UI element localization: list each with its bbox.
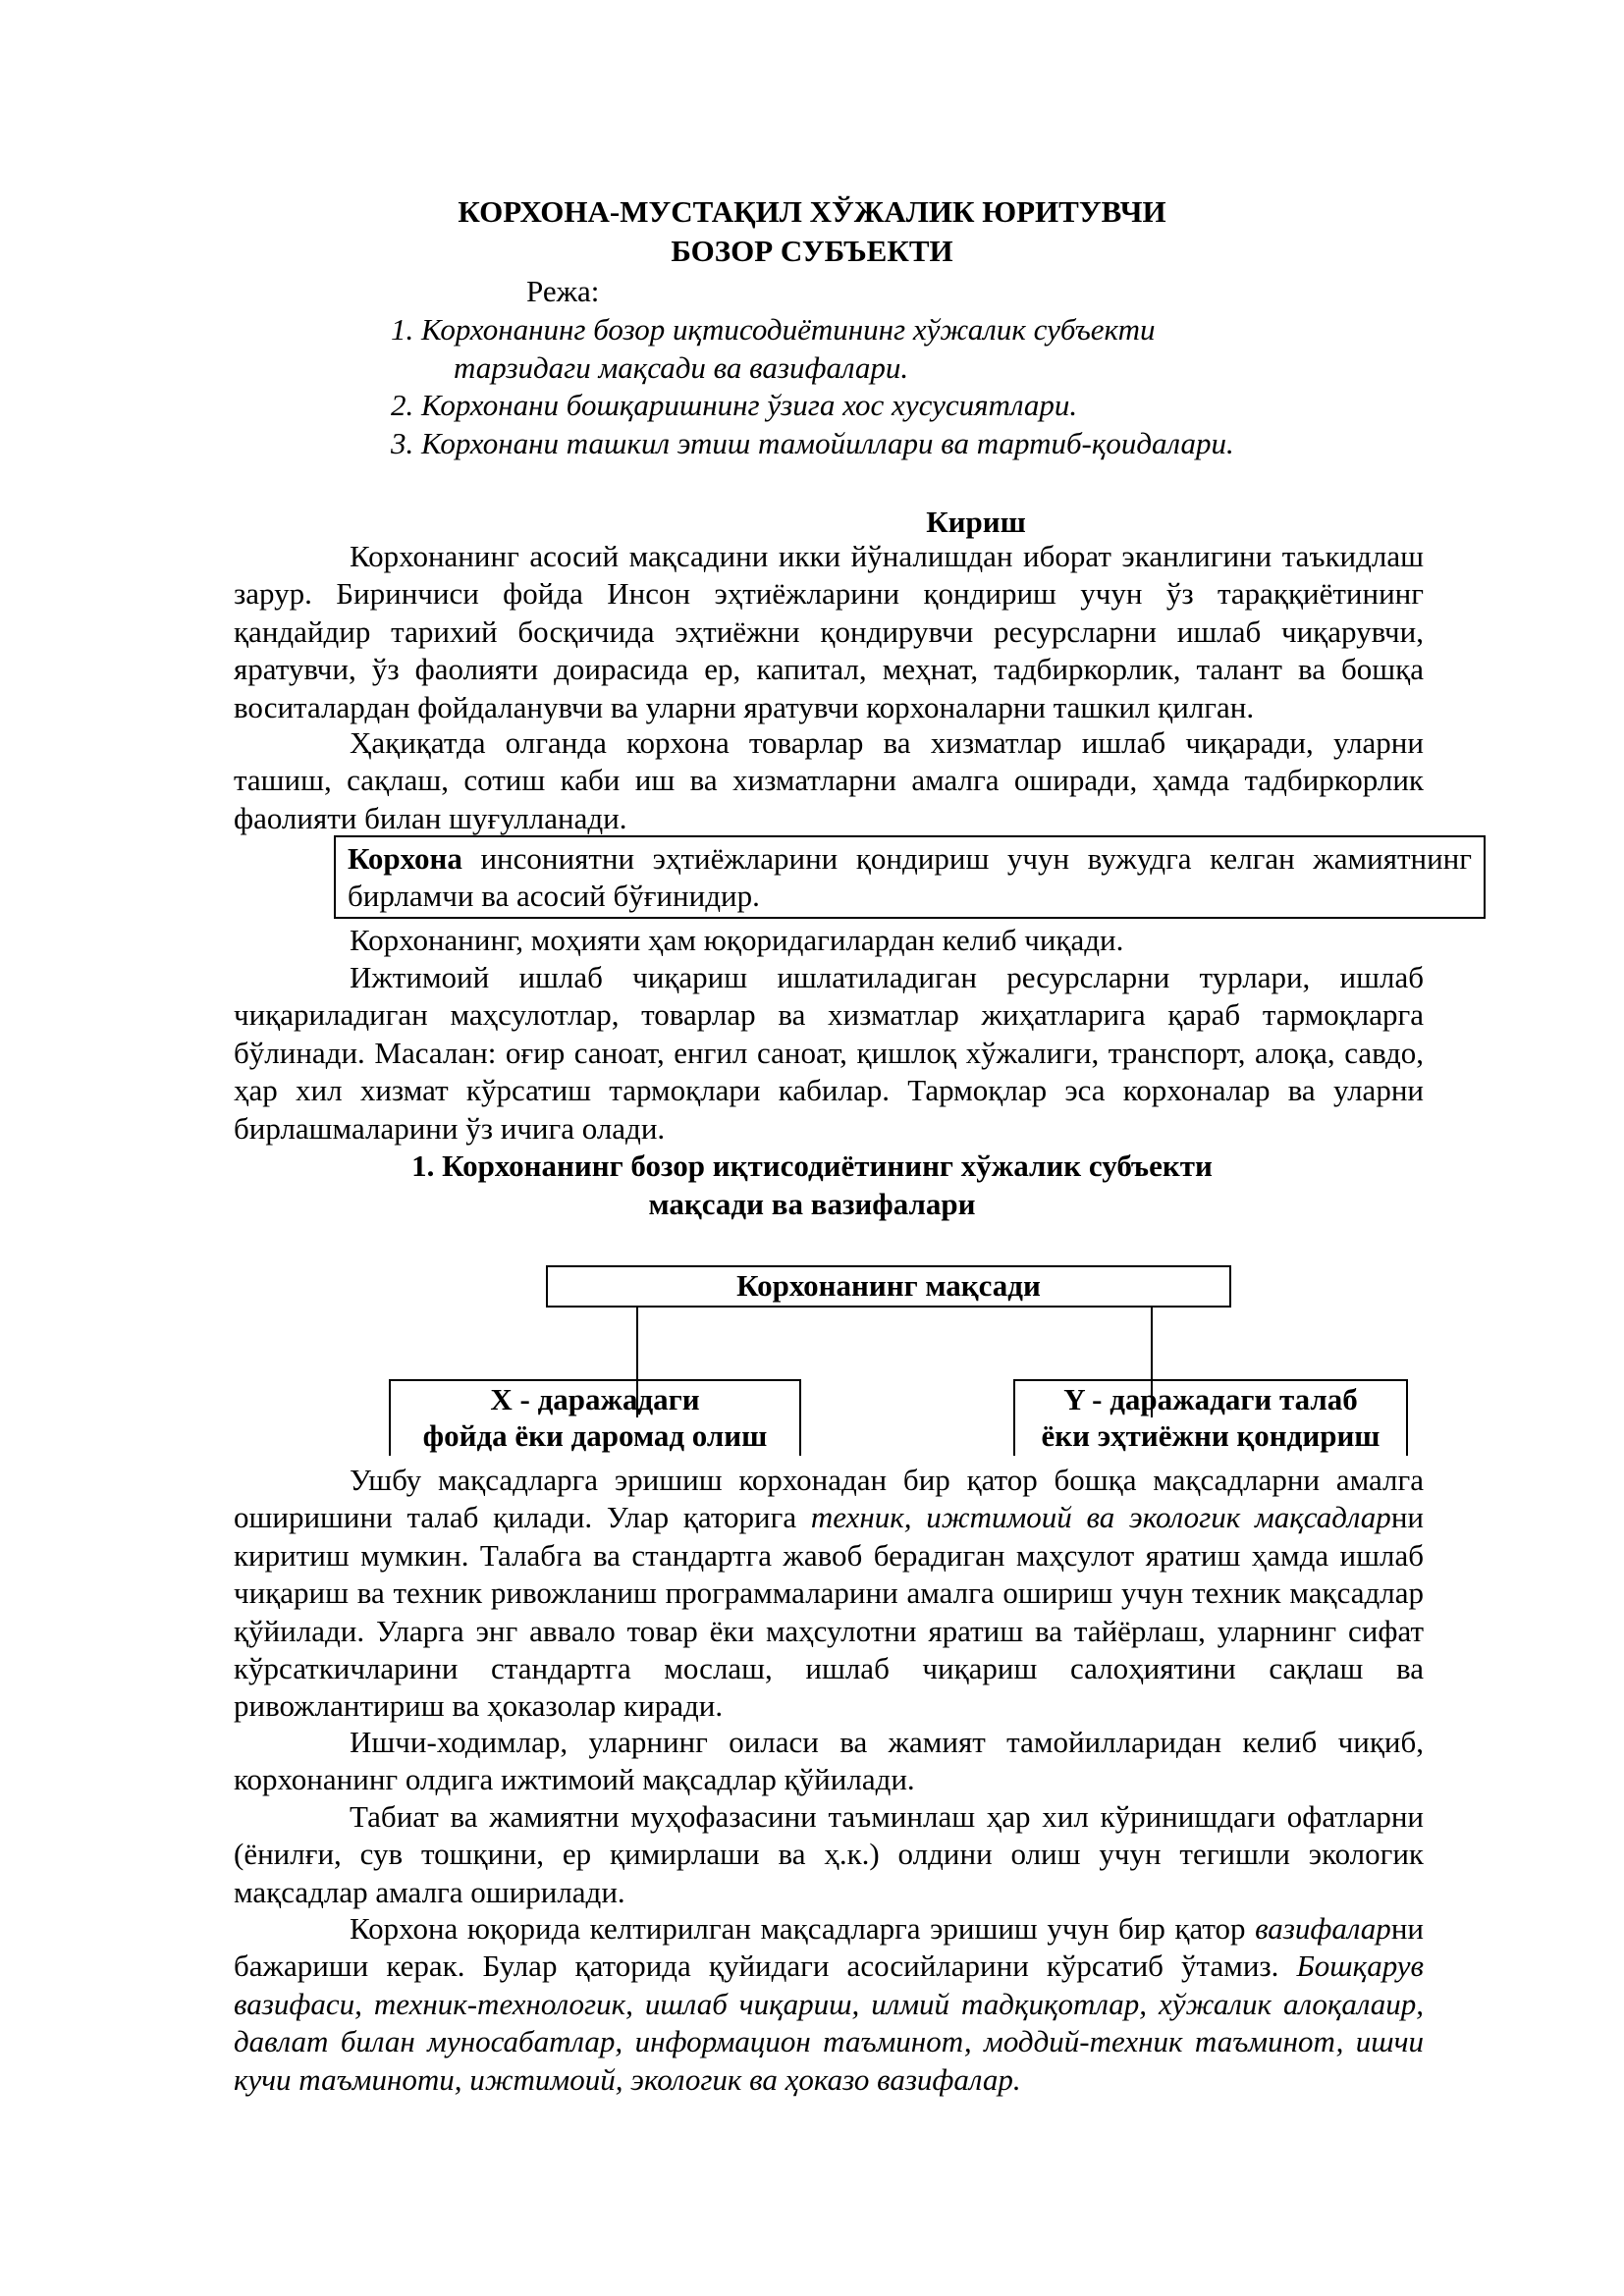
body-paragraph-8-italic-1: вазифалар	[1255, 1911, 1391, 1946]
diagram-box-y-line1: Y - даражадаги талаб	[1063, 1382, 1358, 1416]
plan-item-1: 1. Корхонанинг бозор иқтисодиётининг хўжалик субъекти	[391, 312, 1156, 347]
document-title-line2: БОЗОР СУБЪЕКТИ	[671, 234, 953, 268]
plan-item-2: 2. Корхонани бошқаришнинг ўзига хос хусусиятлари.	[391, 388, 1078, 422]
document-title-line1: КОРХОНА-МУСТАҚИЛ ХЎЖАЛИК ЮРИТУВЧИ	[458, 194, 1166, 229]
body-paragraph-5-a: Ушбу мақсадларга эришиш корхонадан бир қатор бошқа мақсадларни амалга оширишини талаб қилади. Улар қаторига	[234, 1463, 1424, 1535]
intro-paragraph-2: Ҳақиқатда олганда корхона товарлар ва хизматлар ишлаб чиқаради, уларни ташиш, сақлаш, сотиш каби иш ва хизматларни амалга оширади, ҳамда тадбиркорлик фаолияти билан шуғулланади.	[234, 725, 1424, 835]
section-1-heading-line2: мақсади ва вазифалари	[648, 1187, 976, 1221]
plan-item-1-cont: тарзидаги мақсади ва вазифалари.	[454, 350, 909, 385]
diagram-box-x	[389, 1379, 801, 1456]
body-paragraph-8-a: Корхона юқорида келтирилган мақсадларга эришиш учун бир қатор	[350, 1911, 1256, 1946]
diagram-box-x-line1: X - даражадаги	[490, 1382, 700, 1416]
body-paragraph-5-b: ни киритиш мумкин. Талабга ва стандартга жавоб берадиган маҳсулот яратиш ҳамда ишлаб чиқариш ва техник ривожланиш программаларини амалга ошириш учун техник мақсадлар қўйилади. Уларга энг аввало товар ёки маҳсулотни яратиш ва тайёрлаш, уларнинг сифат кўрсаткичларини стандартга мослаш, ишлаб чиқариш салоҳиятини сақлаш ва ривожлантириш ва ҳоказолар киради.	[234, 1500, 1424, 1724]
body-paragraph-8-b: ни бажариши керак. Булар қаторида қуйидаги асосийларини кўрсатиб ўтамиз.	[234, 1911, 1424, 1984]
definition-term: Корхона	[348, 841, 462, 876]
intro-paragraph-1: Корхонанинг асосий мақсадини икки йўналишдан иборат эканлигини таъкидлаш зарур. Биринчиси фойда Инсон эҳтиёжларини қондириш учун ўз тараққиётининг қандайдир тарихий босқичида эҳтиёжни қондирувчи ресурсларни ишлаб чиқарувчи, яратувчи, ўз фаолияти доирасида ер, капитал, меҳнат, тадбиркорлик, талант ва бошқа воситалардан фойдаланувчи ва уларни яратувчи корхоналарни ташкил қилган.	[234, 539, 1424, 724]
diagram-box-y-line2: ёки эҳтиёжни қондириш	[1041, 1418, 1380, 1453]
intro-paragraph-4: Ижтимоий ишлаб чиқариш ишлатиладиган ресурсларни турлари, ишлаб чиқариладиган маҳсулотлар, товарлар ва хизматлар жиҳатларига қараб тармоқларга бўлинади. Масалан: оғир саноат, енгил саноат, қишлоқ хўжалиги, транспорт, алоқа, савдо, ҳар хил хизмат кўрсатиш тармоқлари кабилар. Тармоқлар эса корхоналар ва уларни бирлашмаларини ўз ичига олади.	[234, 960, 1424, 1146]
body-paragraph-6: Ишчи-ходимлар, уларнинг оиласи ва жамият тамойилларидан келиб чиқиб, корхонанинг олдига ижтимоий мақсадлар қўйилади.	[234, 1725, 1424, 1797]
definition-text: инсониятни эҳтиёжларини қондириш учун вужудга келган жамиятнинг бирламчи ва асосий бўғинидир.	[348, 841, 1472, 913]
body-paragraph-5-italic: техник, ижтимоий ва экологик мақсадлар	[810, 1500, 1391, 1535]
body-paragraph-7: Табиат ва жамиятни муҳофазасини таъминлаш ҳар хил кўринишдаги офатларни (ёнилғи, сув тошқини, ер қимирлаши ва ҳ.к.) олдини олиш учун тегишли экологик мақсадлар амалга оширилади.	[234, 1799, 1424, 1909]
diagram-box-y	[1013, 1379, 1408, 1456]
definition-box	[334, 835, 1486, 919]
body-paragraph-8-italic-2: Бошқарув вазифаси, техник-технологик, ишлаб чиқариш, илмий тадқиқотлар, хўжалик алоқалаир, давлат билан муносабатлар, информацион таъминот, моддий-техник таъминот, ишчи кучи таъминоти, ижтимоий, экологик ва ҳоказо вазифалар.	[234, 1949, 1424, 2097]
body-paragraph-8	[234, 1910, 1424, 2099]
body-paragraph-5	[234, 1462, 1424, 1726]
section-1-heading-line1: 1. Корхонанинг бозор иқтисодиётининг хўжалик субъекти	[411, 1148, 1213, 1183]
diagram-box-goal: Корхонанинг мақсади	[546, 1265, 1231, 1308]
diagram-box-x-line2: фойда ёки даромад олиш	[422, 1418, 768, 1453]
plan-item-3: 3. Корхонани ташкил этиш тамойиллари ва тартиб-қоидалари.	[391, 426, 1234, 460]
plan-label: Режа:	[526, 274, 600, 308]
intro-heading: Кириш	[926, 505, 1026, 539]
intro-paragraph-3: Корхонанинг, моҳияти ҳам юқоридагилардан келиб чиқади.	[350, 923, 1124, 957]
